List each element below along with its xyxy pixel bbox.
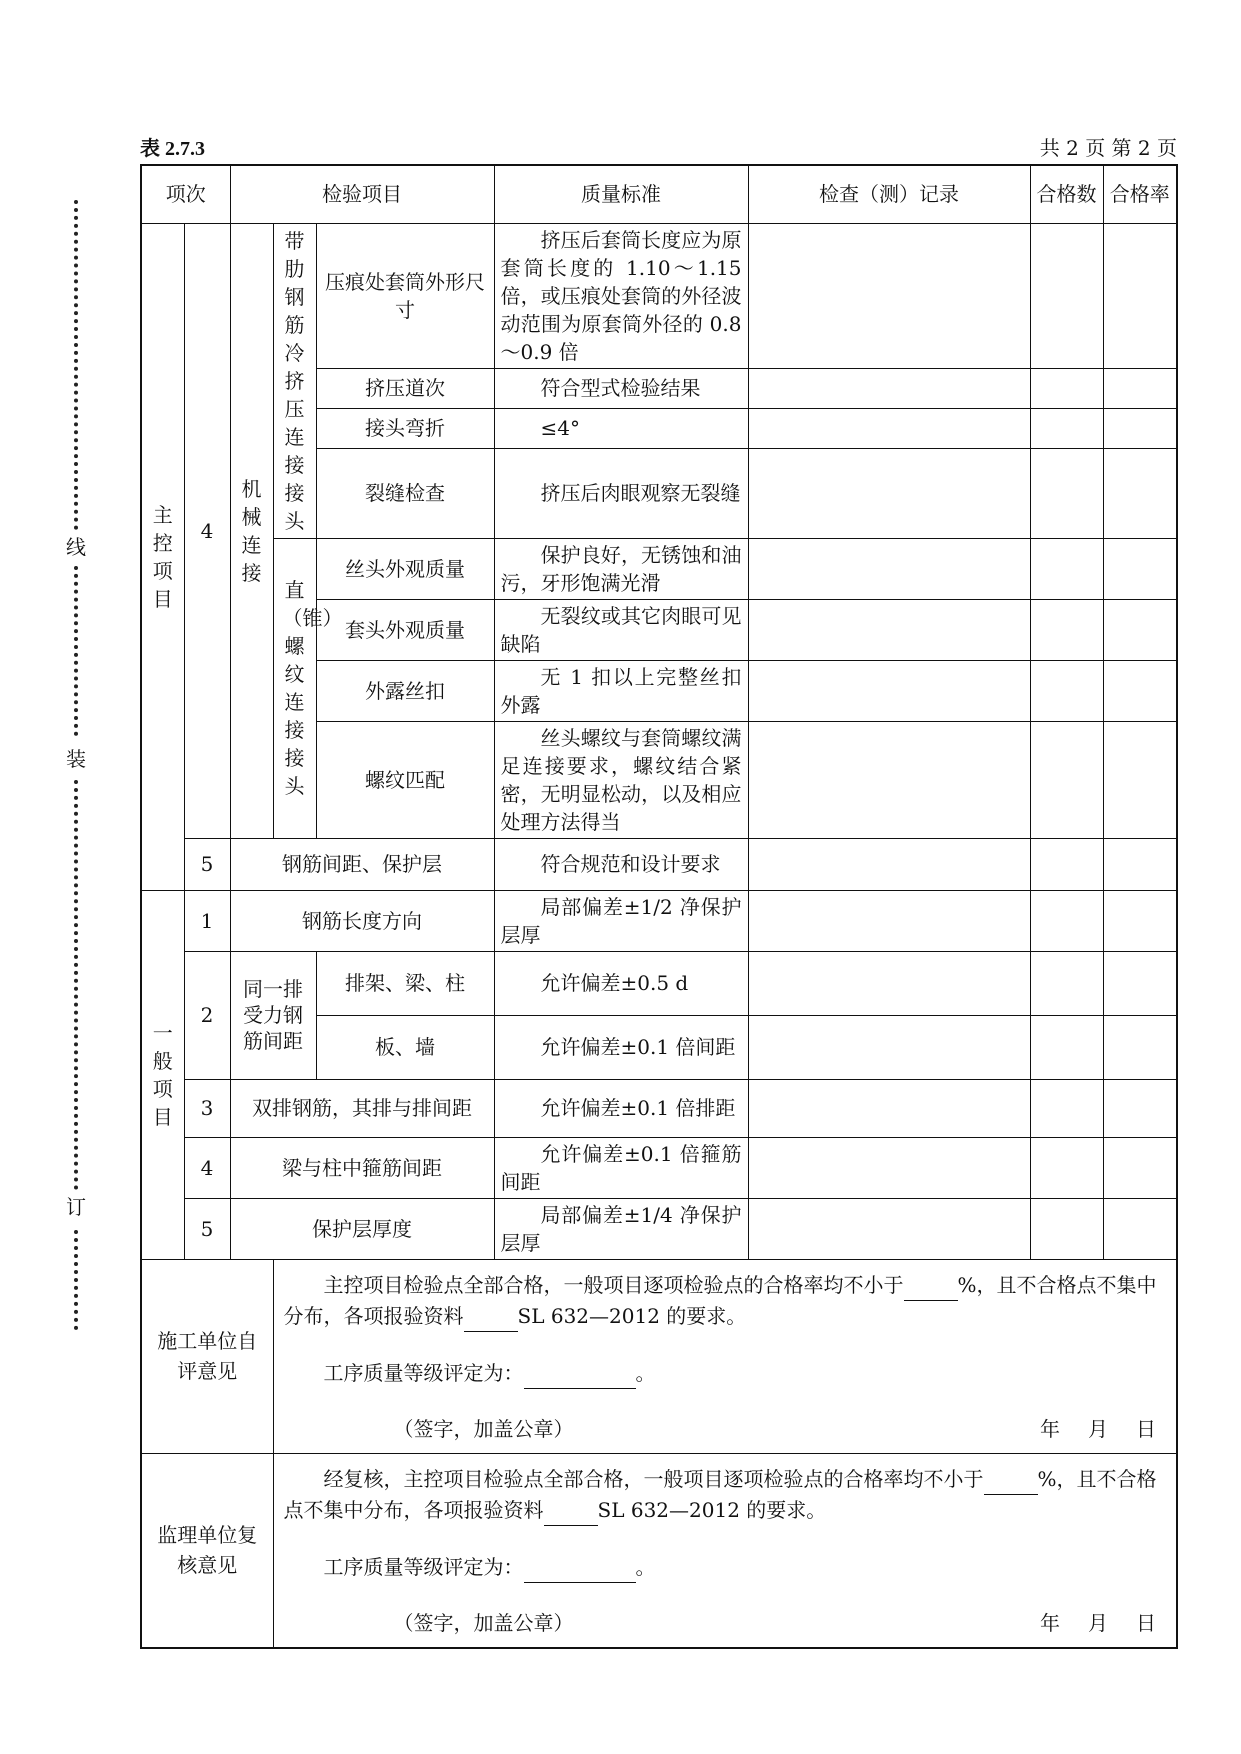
docs-blank[interactable] [464,1301,518,1332]
item-no: 2 [184,951,230,1079]
record-cell[interactable] [748,1079,1030,1137]
table-row [141,838,1177,890]
table-row [141,1137,1177,1198]
quality-standard: 挤压后套筒长度应为原套筒长度的 1.10～1.15 倍，或压痕处套筒的外径波动范围为原套筒外径的 0.8～0.9 倍 [494,223,748,368]
binding-margin [40,200,100,1460]
quality-standard: 保护良好，无锈蚀和油污，牙形饱满光滑 [494,538,748,599]
quality-standard: 允许偏差±0.1 倍排距 [494,1079,748,1137]
supervisor-grade-line: 工序质量等级评定为： 。 [284,1552,1167,1583]
item-no-4: 4 [184,223,230,838]
pass-rate-blank[interactable] [984,1464,1038,1495]
pass-count-cell[interactable] [1030,599,1103,660]
inspection-item: 螺纹匹配 [316,721,494,838]
inspection-sub-item: 排架、梁、柱 [316,951,494,1015]
contractor-grade-line: 工序质量等级评定为： 。 [284,1358,1167,1389]
pass-rate-cell[interactable] [1103,448,1177,538]
col-item-no: 项次 [141,165,230,223]
binding-char-xian: 线 [66,535,86,559]
inspection-item: 丝头外观质量 [316,538,494,599]
main-control-label: 主控项目 [141,223,184,890]
header-row [141,165,1177,223]
general-items-label: 一般项目 [141,890,184,1259]
pass-rate-cell[interactable] [1103,599,1177,660]
item-no: 5 [184,1198,230,1259]
contractor-label: 施工单位自评意见 [141,1259,273,1453]
pass-count-cell[interactable] [1030,1198,1103,1259]
pass-count-cell[interactable] [1030,223,1103,368]
inspection-item: 外露丝扣 [316,660,494,721]
pass-count-cell[interactable] [1030,1137,1103,1198]
record-cell[interactable] [748,538,1030,599]
record-cell[interactable] [748,1137,1030,1198]
pass-rate-cell[interactable] [1103,838,1177,890]
record-cell[interactable] [748,890,1030,951]
page-info: 共 2 页 第 2 页 [1039,136,1177,160]
inspection-item: 套头外观质量 [316,599,494,660]
quality-standard: 无 1 扣以上完整丝扣外露 [494,660,748,721]
table-row [141,951,1177,1015]
inspection-item: 钢筋长度方向 [230,890,494,951]
record-cell[interactable] [748,721,1030,838]
pass-count-cell[interactable] [1030,538,1103,599]
pass-rate-cell[interactable] [1103,890,1177,951]
table-row [141,223,1177,368]
table-row [141,538,1177,599]
docs-blank[interactable] [544,1495,598,1526]
pass-count-cell[interactable] [1030,838,1103,890]
pass-rate-cell[interactable] [1103,408,1177,448]
binding-dots [74,200,78,530]
col-quality-standard: 质量标准 [494,165,748,223]
pass-count-cell[interactable] [1030,368,1103,408]
pass-rate-blank[interactable] [904,1270,958,1301]
table-row [141,1079,1177,1137]
inspection-item: 裂缝检查 [316,448,494,538]
inspection-item: 双排钢筋，其排与排间距 [230,1079,494,1137]
record-cell[interactable] [748,448,1030,538]
binding-char-zhuang: 装 [66,747,86,771]
mechanical-connection-label: 机械连接 [230,223,273,838]
item-no-5: 5 [184,838,230,890]
item-no: 3 [184,1079,230,1137]
pass-rate-cell[interactable] [1103,721,1177,838]
quality-standard: 局部偏差±1/2 净保护层厚 [494,890,748,951]
pass-count-cell[interactable] [1030,660,1103,721]
contractor-sign-row [284,1415,1167,1443]
threaded-connection-label: 直（锥）螺纹连接接头 [273,538,316,838]
supervisor-statement: 经复核，主控项目检验点全部合格，一般项目逐项检验点的合格率均不小于 %，且不合格点不集中分布，各项报验资料 SL 632—2012 的要求。 [284,1464,1167,1526]
quality-standard: 符合规范和设计要求 [494,838,748,890]
record-cell[interactable] [748,951,1030,1015]
pass-rate-cell[interactable] [1103,368,1177,408]
quality-standard: 丝头螺纹与套筒螺纹满足连接要求，螺纹结合紧密，无明显松动，以及相应处理方法得当 [494,721,748,838]
pass-count-cell[interactable] [1030,721,1103,838]
inspection-item: 接头弯折 [316,408,494,448]
quality-standard: 局部偏差±1/4 净保护层厚 [494,1198,748,1259]
item-no: 4 [184,1137,230,1198]
supervisor-opinion-row [141,1453,1177,1648]
table-row [141,1198,1177,1259]
pass-rate-cell[interactable] [1103,1137,1177,1198]
quality-standard: 允许偏差±0.1 倍箍筋间距 [494,1137,748,1198]
pass-count-cell[interactable] [1030,951,1103,1015]
quality-standard: 符合型式检验结果 [494,368,748,408]
quality-standard: ≤4° [494,408,748,448]
record-cell[interactable] [748,368,1030,408]
pass-rate-cell[interactable] [1103,660,1177,721]
pass-rate-cell[interactable] [1103,951,1177,1015]
supervisor-label: 监理单位复核意见 [141,1453,273,1648]
record-cell[interactable] [748,660,1030,721]
col-inspection-item: 检验项目 [230,165,494,223]
contractor-statement: 主控项目检验点全部合格，一般项目逐项检验点的合格率均不小于 %，且不合格点不集中分布，各项报验资料 SL 632—2012 的要求。 [284,1270,1167,1332]
binding-dots [74,780,78,1190]
quality-standard: 允许偏差±0.1 倍间距 [494,1015,748,1079]
pass-rate-cell[interactable] [1103,1198,1177,1259]
supervisor-sign-row [284,1609,1167,1637]
inspection-item: 保护层厚度 [230,1198,494,1259]
cold-extrusion-label: 带肋钢筋冷挤压连接接头 [273,223,316,538]
pass-count-cell[interactable] [1030,1015,1103,1079]
date-line: 年 月 日 [1040,1416,1156,1441]
inspection-item: 钢筋间距、保护层 [230,838,494,890]
record-cell[interactable] [748,408,1030,448]
inspection-item: 同一排受力钢筋间距 [230,951,316,1079]
pass-rate-cell[interactable] [1103,538,1177,599]
record-cell[interactable] [748,223,1030,368]
inspection-sub-item: 板、墙 [316,1015,494,1079]
record-cell[interactable] [748,1198,1030,1259]
col-pass-rate: 合格率 [1103,165,1177,223]
contractor-opinion [273,1259,1177,1453]
pass-rate-cell[interactable] [1103,223,1177,368]
inspection-item: 挤压道次 [316,368,494,408]
record-cell[interactable] [748,599,1030,660]
binding-char-ding: 订 [66,1195,86,1219]
grade-blank[interactable] [524,1552,636,1583]
contractor-opinion-row [141,1259,1177,1453]
inspection-table [140,164,1178,1649]
date-line: 年 月 日 [1040,1610,1156,1635]
pass-rate-cell[interactable] [1103,1079,1177,1137]
pass-count-cell[interactable] [1030,448,1103,538]
pass-count-cell[interactable] [1030,1079,1103,1137]
quality-standard: 挤压后肉眼观察无裂缝 [494,448,748,538]
pass-rate-cell[interactable] [1103,1015,1177,1079]
record-cell[interactable] [748,838,1030,890]
sign-note: （签字，加盖公章） [393,1416,574,1441]
grade-blank[interactable] [524,1358,636,1389]
item-no: 1 [184,890,230,951]
table-row [141,890,1177,951]
inspection-item: 梁与柱中箍筋间距 [230,1137,494,1198]
quality-standard: 允许偏差±0.5 d [494,951,748,1015]
col-record: 检查（测）记录 [748,165,1030,223]
pass-count-cell[interactable] [1030,408,1103,448]
table-number: 表 2.7.3 [140,138,205,160]
supervisor-opinion [273,1453,1177,1648]
binding-dots [74,1230,78,1330]
quality-standard: 无裂纹或其它肉眼可见缺陷 [494,599,748,660]
inspection-item: 压痕处套筒外形尺寸 [316,223,494,368]
sign-note: （签字，加盖公章） [393,1610,574,1635]
pass-count-cell[interactable] [1030,890,1103,951]
record-cell[interactable] [748,1015,1030,1079]
col-pass-count: 合格数 [1030,165,1103,223]
binding-dots [74,566,78,736]
